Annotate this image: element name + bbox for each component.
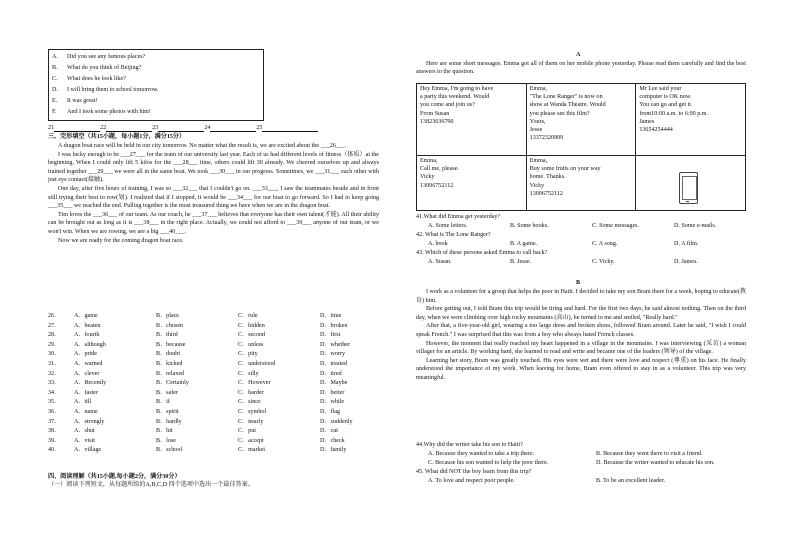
answer-line	[48, 124, 318, 132]
option-b: B. Some books.	[510, 223, 549, 229]
choice-option-a: A．till	[74, 399, 92, 406]
option-d: D. A film.	[674, 241, 699, 247]
option-letter: C.	[52, 76, 58, 82]
choice-row	[48, 379, 347, 387]
passage-b-paragraph: Before getting out, I told Bram this trip would be tiring and hard. For the first two days, he said almost nothing. Then on the third day, when we were climbing over high rocky mountains (高山), he turned to me and smiled, "Really hard."	[416, 306, 746, 321]
choice-option-a: A．name	[74, 409, 98, 415]
choice-number: 33．	[48, 380, 61, 387]
choice-option-d: D．check	[320, 437, 345, 444]
message-line: James	[639, 118, 655, 125]
choice-option-c: C．understood	[238, 361, 276, 367]
question-options	[428, 258, 698, 266]
message-line: home. Thanks.	[529, 174, 566, 181]
choice-option-d: D．suddenly	[320, 418, 353, 425]
message-line: 13654254444	[639, 127, 673, 134]
message-line: computer is OK now.	[639, 94, 692, 101]
message-line: Mr Lee said your	[639, 86, 682, 92]
choice-row	[48, 389, 344, 397]
choice-option-a: A．beaten	[74, 322, 101, 329]
choice-option-c: C．nearly	[238, 418, 264, 425]
message-line: "The Lone Ranger" is now on	[529, 94, 603, 101]
choice-option-c: C．unless	[238, 341, 264, 348]
choice-option-d: D．whether	[320, 341, 351, 348]
section4-subtitle: （一）阅读下列短文，从每题所给的A,B,C,D 四个选项中选出一个最佳答案。	[48, 482, 254, 488]
message-line: Vicky	[529, 182, 545, 189]
message-line: Yours,	[529, 118, 546, 125]
message-susan	[417, 84, 527, 156]
choice-option-b: B．doubt	[156, 351, 181, 358]
option-text: What do you think of Beijing?	[67, 65, 142, 71]
choice-option-a: A．Recently	[74, 380, 107, 387]
option-text: It was great!	[67, 98, 98, 104]
option-a: A. book	[428, 241, 448, 247]
choice-row	[48, 322, 347, 330]
choice-option-b: B．place	[156, 313, 180, 319]
message-vicky-call	[417, 156, 527, 211]
choice-option-c: C．since	[238, 399, 261, 406]
choice-option-a: A．shut	[74, 428, 95, 435]
option-row	[52, 108, 151, 116]
choice-row	[48, 446, 346, 454]
q45-option-b: B. To be an excellent leader.	[596, 478, 666, 484]
option-c: C. Vicky.	[592, 259, 615, 265]
choice-row	[48, 312, 341, 320]
choice-option-d: D．family	[320, 447, 347, 454]
question-43: 43. Which of these persons asked Emma to call back?	[416, 250, 548, 256]
passage-b-paragraph: I work as a volunteer for a group that helps the poor in Haiti. I decided to take my son Bram there for a week, hoping to educate(教育) him.	[416, 289, 746, 304]
passage-b-paragraph: After that, a five-year-old girl, wearing a too large dress and broken shoes, followed Bram around. Later he said, "I wish I could speak French." I was surprised that this was from a boy who always hated French classes.	[416, 323, 746, 338]
choice-row	[48, 437, 345, 445]
choice-option-d: D．time	[320, 313, 342, 319]
passage-a-letter: A	[576, 52, 581, 58]
choice-option-d: D．cut	[320, 428, 338, 435]
choice-option-b: B．Certainly	[156, 380, 189, 387]
choice-option-c: C．symbol	[238, 409, 267, 415]
options-box	[48, 49, 264, 121]
cloze-passage	[48, 142, 379, 245]
choice-option-c: C．pity	[238, 351, 258, 358]
passage-a-intro: Here are some short messages. Emma got all of them on her mobile phone yesterday. Please read them carefully and find the best answers to the question.	[416, 61, 746, 76]
passage-b-letter: B	[576, 280, 581, 286]
option-letter: D.	[52, 87, 58, 93]
option-row	[52, 75, 126, 83]
option-letter: E.	[52, 98, 58, 104]
q44-option-d: D. Because the writer wanted to educate his son.	[596, 460, 715, 466]
section3-title: 三、完形填空（共15小题，每小题1分，满分15分）	[48, 134, 186, 140]
choice-option-d: D．Maybe	[320, 380, 348, 387]
passage-b-text	[416, 288, 746, 383]
option-c: C. A song.	[592, 241, 618, 247]
message-line: 13823636790	[420, 118, 454, 125]
choice-number: 37．	[48, 418, 61, 425]
choice-number: 38．	[48, 428, 61, 435]
choice-option-b: B．relaxed	[156, 370, 185, 377]
choice-option-a: A．pride	[74, 351, 98, 358]
choice-option-a: A．warned	[74, 361, 103, 367]
choice-option-c: C．hidden	[238, 322, 265, 329]
choice-option-c: C．put	[238, 428, 256, 435]
choice-row	[48, 331, 340, 339]
answer-22-label: 22	[100, 125, 107, 131]
option-letter: F.	[52, 109, 57, 115]
choice-option-a: A．clever	[74, 370, 100, 377]
q44-option-b: B. Because they went there to visit a friend.	[596, 451, 703, 457]
choice-option-d: D．better	[320, 389, 345, 396]
choice-option-c: C．harder	[238, 389, 264, 396]
answer-24-label: 24	[204, 125, 211, 131]
question-42: 42. What is The Lone Ranger?	[416, 232, 491, 238]
q44-option-c: C. Because his son wanted to help the poor there.	[428, 460, 549, 466]
message-line: Emma,	[529, 86, 548, 92]
option-c: C. Some messages.	[592, 223, 640, 229]
choice-number: 39．	[48, 437, 61, 444]
choice-option-c: C．second	[238, 332, 266, 339]
option-d: D. James.	[674, 259, 698, 265]
message-line: Hey Emma, I'm going to have	[420, 86, 494, 92]
cloze-paragraph: A dragon boat race will be held in our city tomorrow. No matter what the result is, we are excited about the ___26___.	[58, 143, 347, 149]
answer-23-label: 23	[152, 125, 159, 131]
choice-row	[48, 370, 342, 378]
choice-option-a: A．visit	[74, 437, 95, 444]
message-line: Vicky	[420, 174, 435, 181]
message-line: 13372320909	[529, 135, 564, 142]
choice-option-b: B．if	[156, 399, 170, 406]
option-text: I will bring them to school tomorrow.	[67, 87, 159, 93]
passage-b-paragraph: However, the moment that really reached my heart happened in a village in the mountains. I was interviewing (采访) a woman villager for an article. By working hard, she learned to read and write and became one of the leaders (领导) of the village.	[416, 340, 746, 356]
choice-row	[48, 398, 344, 406]
choice-option-d: D．treated	[320, 361, 348, 367]
choice-option-a: A．game	[74, 313, 98, 319]
choice-row	[48, 350, 345, 358]
choice-option-b: B．because	[156, 341, 186, 348]
choice-number: 31．	[48, 361, 61, 367]
cloze-paragraph: Now we are ready for the coming dragon boat race.	[58, 237, 184, 244]
option-text: What does he look like?	[67, 76, 126, 82]
choice-option-c: C．market	[238, 447, 266, 454]
message-line: Emma,	[529, 158, 548, 164]
mobile-phone-icon	[679, 172, 698, 204]
option-b: B. A game.	[510, 241, 538, 247]
choice-option-a: A．village	[74, 447, 102, 454]
choice-option-a: A．fourth	[74, 332, 100, 339]
option-b: B. Jesse.	[510, 259, 532, 265]
option-row	[52, 53, 145, 61]
choice-option-b: B．hardly	[156, 418, 182, 425]
choice-option-b: B．third	[156, 332, 178, 339]
question-options	[428, 240, 698, 248]
answer-25-label: 25	[256, 125, 263, 131]
cloze-paragraph: One day, after five hours of training, I was so ___32___ that I couldn't go on. ___33___, I saw the teammates beside and in front still trying their best to row(划). I realized that if I stopped, it would be ___34___ for our boat to go forward. So I had to keep going ___35___ we reached the end. Pulling together is the most treasured thing we have when we are in the dragon boat.	[48, 185, 379, 210]
message-line: a party this weekend. Would	[420, 94, 490, 101]
q44-option-a: A. Because they wanted to take a trip there.	[428, 451, 535, 457]
option-text: And I took some photos with him!	[67, 109, 151, 115]
choice-option-a: A．faster	[74, 389, 99, 396]
message-line: you please see this film?	[529, 110, 590, 117]
option-letter: A.	[52, 54, 58, 60]
choice-row	[48, 408, 340, 416]
question-44: 44.Why did the writer take his son to Haiti?	[416, 442, 523, 448]
choice-option-b: B．hit	[156, 428, 173, 435]
message-line: Jesse	[529, 127, 543, 134]
choice-option-d: D．broken	[320, 322, 348, 329]
question-options	[428, 222, 716, 230]
choice-number: 26．	[48, 313, 61, 319]
choice-option-d: D．worry	[320, 351, 346, 358]
message-line: From Susan	[420, 110, 450, 117]
option-a: A. Susan.	[428, 259, 452, 265]
message-line: Emma,	[420, 158, 438, 164]
choice-row	[48, 418, 353, 426]
message-line: Buy some fruits on your way	[529, 166, 601, 173]
choice-option-c: C．rule	[238, 313, 258, 319]
choice-number: 34．	[48, 389, 61, 396]
choice-option-d: D．flag	[320, 409, 340, 415]
choice-number: 36．	[48, 409, 61, 415]
choice-number: 28．	[48, 332, 61, 339]
choice-number: 40．	[48, 447, 61, 454]
choice-row	[48, 427, 338, 435]
choice-option-c: C．However	[238, 380, 271, 387]
answer-21-label: 21	[48, 125, 55, 131]
choice-option-b: B．chosen	[156, 322, 184, 329]
choice-option-d: D．tired	[320, 370, 342, 377]
cloze-paragraph: Tim loves the ___36___ of our team. As our coach, he ___37___ believes that everyone has their own talent(才能). All their ability can be brought out as long as it is ___38___ in the right place. Actually, we could not afford to ___39___ anyone of our team, or we won't win. When we are rowing, we are a big ___40___.	[48, 211, 379, 235]
option-row	[52, 97, 97, 105]
choice-option-b: B．school	[156, 447, 183, 454]
option-row	[52, 64, 141, 72]
choice-number: 29．	[48, 341, 61, 348]
option-letter: B.	[52, 65, 58, 71]
choice-option-c: C．accept	[238, 437, 264, 444]
option-d: D. Some e-mails.	[674, 223, 717, 229]
message-jesse	[526, 84, 636, 156]
option-text: Did you see any famous places?	[67, 54, 146, 60]
choice-option-a: A．strongly	[74, 418, 105, 425]
choice-option-d: D．while	[320, 399, 345, 406]
choice-number: 35．	[48, 399, 61, 406]
choice-option-a: A．although	[74, 341, 106, 348]
option-row	[52, 86, 159, 94]
choice-number: 32．	[48, 370, 61, 377]
choice-option-d: D．first	[320, 332, 341, 339]
message-james	[636, 84, 746, 156]
message-line: You can go and get it	[639, 102, 691, 109]
q45-option-a: A. To love and respect poor people.	[428, 478, 515, 484]
choice-option-b: B．safer	[156, 389, 178, 396]
choice-number: 27．	[48, 322, 61, 329]
message-vicky-fruit	[526, 156, 636, 211]
choice-row	[48, 360, 347, 368]
choice-option-b: B．spirit	[156, 409, 179, 415]
section4-title: 四、阅读理解（共15小题,每小题2分，满分30分）	[48, 474, 181, 480]
cloze-paragraph: I was lucky enough to be ___27___ for the team of our university last year. Each of us had different levels of fitness（体质）at the beginning. When I could only lift 5 kilos for the ___28___ time, others could lift 30 already. We cheered ourselves up and always trained together ___29___ we were all in the same boat. We took ___30___ in our progress. Sometimes, we ___31___ each other with just eye contact(接触).	[48, 151, 379, 184]
message-line: show at Wanda Theatre. Would	[529, 102, 606, 109]
choice-number: 30．	[48, 351, 61, 358]
choice-option-b: B．lose	[156, 437, 176, 444]
message-line: you come and join us?	[420, 102, 475, 109]
message-line: Call me, please.	[420, 166, 459, 173]
choice-row	[48, 341, 350, 349]
passage-b-paragraph: Learning her story, Bram was greatly touched. His eyes were wet and there were love and respect (尊重) on his face. He finally understood the importance of my work. When leaving for home, Bram even offered to stay in as a volunteer. This trip was very meaningful.	[416, 357, 746, 381]
message-line: from10:00 a.m. to 6:00 p.m.	[639, 110, 709, 117]
message-line: 13096752112	[529, 190, 563, 197]
choice-option-b: B．kicked	[156, 361, 183, 367]
question-41: 41.What did Emma get yesterday?	[416, 214, 501, 220]
option-a: A. Some letters.	[428, 223, 468, 229]
question-45: 45. What did NOT the boy learn from this trip?	[416, 469, 532, 475]
message-line: 13096752112	[420, 182, 454, 189]
choice-option-c: C．silly	[238, 370, 259, 377]
